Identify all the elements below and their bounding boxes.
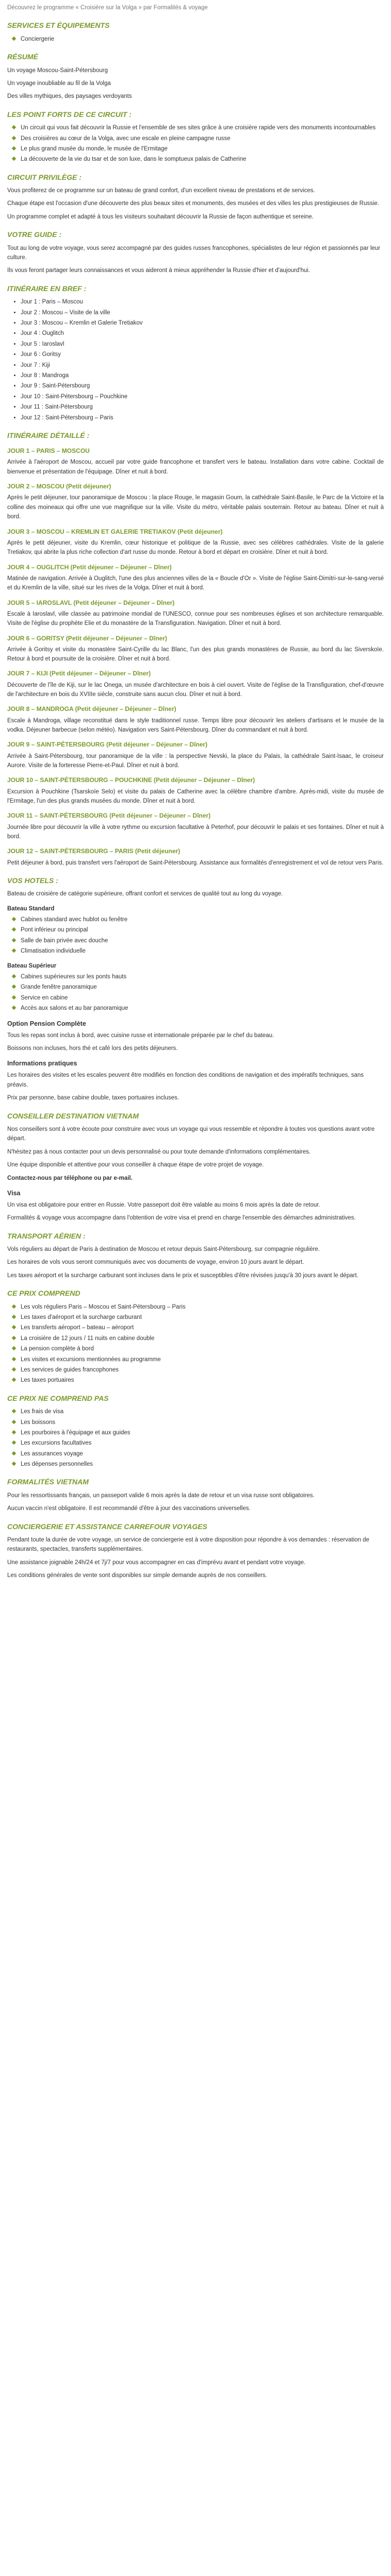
prix-comprend-title: CE PRIX COMPREND bbox=[7, 1289, 80, 1298]
info-p2: Prix par personne, base cabine double, taxes portuaires incluses. bbox=[7, 1095, 180, 1101]
list-item: Les pourboires à l'équipage et aux guides bbox=[12, 1428, 384, 1437]
day-title: JOUR 2 – MOSCOU (Petit déjeuner) bbox=[7, 483, 111, 490]
list-item: La pension complète à bord bbox=[12, 1344, 384, 1353]
day-block bbox=[7, 669, 384, 699]
itineraire-bref-list bbox=[7, 297, 384, 422]
day-title: JOUR 4 – OUGLITCH (Petit déjeuner – Déjeuner – Dîner) bbox=[7, 563, 172, 571]
day-title: JOUR 6 – GORITSY (Petit déjeuner – Déjeuner – Dîner) bbox=[7, 634, 167, 642]
day-block bbox=[7, 811, 384, 841]
day-text: Arrivée à l'aéroport de Moscou, accueil par votre guide francophone et transfert vers le bateau. Installation dans votre cabine. Cocktail de bienvenue et présentation de l'équipage. Dîner et nuit à bord. bbox=[7, 459, 384, 475]
list-item: • Jour 7 : Kiji bbox=[21, 361, 384, 370]
circuit-p1: Vous profiterez de ce programme sur un bateau de grand confort, d'un excellent niveau de prestations et de services. bbox=[7, 188, 315, 194]
transport-p1: Vols réguliers au départ de Paris à destination de Moscou et retour depuis Saint-Pétersbourg, sur compagnie régulière. bbox=[7, 1246, 320, 1253]
day-text: Arrivée à Saint-Pétersbourg, tour panoramique de la ville : la perspective Nevski, la place du Palais, la cathédrale Saint-Isaac, le croiseur Aurore. Visite de la forteresse Pierre-et-Paul. Dîner et nuit à bord. bbox=[7, 753, 384, 769]
day-text: Journée libre pour découvrir la ville à votre rythme ou excursion facultative à Peterhof, pour découvrir le palais et ses fontaines. Dîner et nuit à bord. bbox=[7, 824, 384, 840]
info-title: Informations pratiques bbox=[7, 1060, 77, 1067]
list-item: Les visites et excursions mentionnées au programme bbox=[12, 1355, 384, 1364]
list-item: • Jour 3 : Moscou – Kremlin et Galerie Tretiakov bbox=[21, 318, 384, 328]
list-item: Le plus grand musée du monde, le musée de l'Ermitage bbox=[12, 144, 384, 154]
day-block bbox=[7, 740, 384, 770]
list-item: Un circuit qui vous fait découvrir la Russie et l'ensemble de ses sites grâce à une croisière rapide vers des monuments incontournables bbox=[12, 123, 384, 132]
list-item: Les vols réguliers Paris – Moscou et Saint-Pétersbourg – Paris bbox=[12, 1302, 384, 1312]
prix-pas-title: CE PRIX NE COMPREND PAS bbox=[7, 1394, 109, 1402]
day-block bbox=[7, 634, 384, 664]
hotel-group-list bbox=[7, 972, 384, 1013]
hotels-title: VOS HOTELS : bbox=[7, 876, 58, 885]
options-p1: Tous les repas sont inclus à bord, avec cuisine russe et internationale préparée par le chef du bateau. bbox=[7, 1032, 274, 1039]
points-forts-title: LES POINT FORTS DE CE CIRCUIT : bbox=[7, 110, 132, 118]
conseiller-p3: Une équipe disponible et attentive pour vous conseiller à chaque étape de votre projet de voyage. bbox=[7, 1162, 264, 1168]
day-text: Escale à Iaroslavl, ville classée au patrimoine mondial de l'UNESCO, connue pour ses nombreuses églises et son architecture remarquable. Visite de l'église du prophète Elie et du monastère de la Transfiguration. Navigation. Dîner et nuit à bord. bbox=[7, 611, 384, 627]
list-item: • Jour 6 : Goritsy bbox=[21, 350, 384, 359]
list-item: • Jour 8 : Mandroga bbox=[21, 371, 384, 380]
day-title: JOUR 12 – SAINT-PÉTERSBOURG – PARIS (Petit déjeuner) bbox=[7, 848, 181, 855]
list-item: • Jour 10 : Saint-Pétersbourg – Pouchkine bbox=[21, 392, 384, 401]
day-text: Escale à Mandroga, village reconstitué dans le style traditionnel russe. Temps libre pour découvrir les ateliers d'artisans et le musée de la vodka. Déjeuner barbecue (selon météo). Navigation vers Saint-Pétersbourg. Dîner du commandant et nuit à bord. bbox=[7, 717, 384, 734]
transport-p2: Les horaires de vols vous seront communiqués avec vos documents de voyage, environ 10 jours avant le départ. bbox=[7, 1259, 304, 1266]
services-title: SERVICES ET ÉQUIPEMENTS bbox=[7, 21, 110, 30]
list-item: Les dépenses personnelles bbox=[12, 1460, 384, 1469]
itineraire-bref-title: ITINÉRAIRE EN BREF : bbox=[7, 284, 87, 293]
conseiller-title: CONSEILLER DESTINATION VIETNAM bbox=[7, 1111, 139, 1120]
guide-title: VOTRE GUIDE : bbox=[7, 230, 62, 239]
day-title: JOUR 8 – MANDROGA (Petit déjeuner – Déjeuner – Dîner) bbox=[7, 705, 176, 713]
guide-p1: Tout au long de votre voyage, vous serez accompagné par des guides russes francophones, spécialistes de leur région et passionnés par leur culture. bbox=[7, 245, 381, 261]
day-block bbox=[7, 846, 384, 868]
services-list bbox=[7, 35, 384, 44]
conciergerie-p1: Pendant toute la durée de votre voyage, un service de conciergerie est à votre disposition pour répondre à vos demandes : réservation de restaurants, spectacles, transferts supplémentaires. bbox=[7, 1537, 369, 1553]
list-item: Les taxes portuaires bbox=[12, 1376, 384, 1385]
formalites-title: FORMALITÉS VIETNAM bbox=[7, 1478, 89, 1486]
day-title: JOUR 7 – KIJI (Petit déjeuner – Déjeuner – Dîner) bbox=[7, 670, 151, 677]
day-block bbox=[7, 527, 384, 557]
day-block bbox=[7, 598, 384, 629]
resume-line: Un voyage inoubliable au fil de la Volga bbox=[7, 80, 111, 87]
hotel-group-title: Bateau Standard bbox=[7, 905, 55, 912]
conseiller-contact: Contactez-nous par téléphone ou par e-mail. bbox=[7, 1175, 133, 1181]
list-item: Les transferts aéroport – bateau – aéroport bbox=[12, 1323, 384, 1332]
day-text: Découverte de l'île de Kiji, sur le lac Onega, un musée d'architecture en bois à ciel ouvert. Visite de l'église de la Transfiguration, chef-d'œuvre de l'architecture en bois du XVIIIe siècle, construite sans aucun clou. Dîner et nuit à bord. bbox=[7, 682, 384, 698]
guide-p2: Ils vous feront partager leurs connaissances et vous aideront à mieux appréhender la Russie d'hier et d'aujourd'hui. bbox=[7, 267, 311, 274]
resume-line: Un voyage Moscou-Saint-Pétersbourg bbox=[7, 67, 108, 74]
list-item: Les services de guides francophones bbox=[12, 1365, 384, 1375]
prix-comprend-list bbox=[7, 1302, 384, 1385]
day-block bbox=[7, 482, 384, 521]
resume-desc: Des villes mythiques, des paysages verdoyants bbox=[7, 93, 132, 100]
conciergerie-title: CONCIERGERIE ET ASSISTANCE CARREFOUR VOYAGES bbox=[7, 1522, 207, 1531]
day-text: Excursion à Pouchkine (Tsarskoïe Selo) et visite du palais de Catherine avec la célèbre chambre d'ambre. Après-midi, visite du musée de l'Ermitage, l'un des plus grands musées du monde. Dîner et nuit à bord. bbox=[7, 788, 384, 804]
list-item: Conciergerie bbox=[12, 35, 384, 44]
list-item: • Jour 5 : Iaroslavl bbox=[21, 340, 384, 349]
list-item: La croisière de 12 jours / 11 nuits en cabine double bbox=[12, 1334, 384, 1343]
info-p1: Les horaires des visites et les escales peuvent être modifiés en fonction des conditions de navigation et des impératifs techniques, sans préavis. bbox=[7, 1072, 364, 1088]
list-item: La découverte de la vie du tsar et de son luxe, dans le somptueux palais de Catherine bbox=[12, 155, 384, 164]
formalites-p1: Pour les ressortissants français, un passeport valide 6 mois après la date de retour et un visa russe sont obligatoires. bbox=[7, 1492, 315, 1499]
circuit-title: CIRCUIT PRIVILÈGE : bbox=[7, 173, 82, 181]
day-block bbox=[7, 563, 384, 593]
list-item: Service en cabine bbox=[12, 993, 384, 1003]
list-item: Les frais de visa bbox=[12, 1407, 384, 1416]
day-title: JOUR 1 – PARIS – MOSCOU bbox=[7, 447, 90, 455]
day-title: JOUR 9 – SAINT-PÉTERSBOURG (Petit déjeuner – Déjeuner – Dîner) bbox=[7, 741, 208, 749]
circuit-p3: Un programme complet et adapté à tous les visiteurs souhaitant découvrir la Russie de façon authentique et sereine. bbox=[7, 213, 314, 220]
options-title: Option Pension Complète bbox=[7, 1020, 86, 1027]
list-item: • Jour 9 : Saint-Pétersbourg bbox=[21, 381, 384, 391]
list-item: • Jour 4 : Ouglitch bbox=[21, 329, 384, 338]
visa-p2: Formalités & voyage vous accompagne dans l'obtention de votre visa et prend en charge l'ensemble des démarches administratives. bbox=[7, 1215, 356, 1222]
hotels-intro: Bateau de croisière de catégorie supérieure, offrant confort et services de qualité tout au long du voyage. bbox=[7, 891, 283, 897]
list-item: • Jour 12 : Saint-Pétersbourg – Paris bbox=[21, 413, 384, 422]
list-item: Les taxes d'aéroport et la surcharge carburant bbox=[12, 1313, 384, 1322]
day-title: JOUR 5 – IAROSLAVL (Petit déjeuner – Déjeuner – Dîner) bbox=[7, 599, 175, 606]
list-item: • Jour 2 : Moscou – Visite de la ville bbox=[21, 308, 384, 317]
itineraire-detail-title: ITINÉRAIRE DÉTAILLÉ : bbox=[7, 431, 90, 439]
conciergerie-p2: Une assistance joignable 24h/24 et 7j/7 pour vous accompagner en cas d'imprévu avant et pendant votre voyage. bbox=[7, 1559, 306, 1566]
list-item: Des croisières au cœur de la Volga, avec une escale en pleine campagne russe bbox=[12, 134, 384, 143]
list-item: • Jour 11 : Saint-Pétersbourg bbox=[21, 402, 384, 412]
hotel-group-title: Bateau Supérieur bbox=[7, 962, 57, 969]
day-text: Arrivée à Goritsy et visite du monastère Saint-Cyrille du lac Blanc, l'un des plus grands monastères de Russie, au bord du lac Siverskoïe. Retour à bord et poursuite de la croisière. Dîner et nuit à bord. bbox=[7, 646, 384, 663]
day-block bbox=[7, 775, 384, 806]
day-title: JOUR 10 – SAINT-PÉTERSBOURG – POUCHKINE (Petit déjeuner – Déjeuner – Dîner) bbox=[7, 776, 255, 784]
conseiller-p1: Nos conseillers sont à votre écoute pour construire avec vous un voyage qui vous ressemble et répondre à toutes vos questions avant votre départ. bbox=[7, 1126, 375, 1142]
conseiller-p2: N'hésitez pas à nous contacter pour un devis personnalisé ou pour toute demande d'informations complémentaires. bbox=[7, 1148, 311, 1155]
options-p2: Boissons non incluses, hors thé et café lors des petits déjeuners. bbox=[7, 1045, 178, 1052]
hotel-group-list bbox=[7, 915, 384, 956]
list-item: Grande fenêtre panoramique bbox=[12, 982, 384, 992]
visa-p1: Un visa est obligatoire pour entrer en Russie. Votre passeport doit être valable au moins 6 mois après la date de retour. bbox=[7, 1201, 320, 1208]
day-text: Matinée de navigation. Arrivée à Ouglitch, l'une des plus anciennes villes de la « Boucle d'Or ». Visite de l'église Saint-Dimitri-sur-le-sang-versé et du Kremlin de la ville, situé sur les rives de la Volga. Dîner et nuit à bord. bbox=[7, 575, 384, 591]
list-item: Cabines supérieures sur les ponts hauts bbox=[12, 972, 384, 981]
list-item: • Jour 1 : Paris – Moscou bbox=[21, 297, 384, 307]
day-text: Petit déjeuner à bord, puis transfert vers l'aéroport de Saint-Pétersbourg. Assistance aux formalités d'enregistrement et vol de retour vers Paris. bbox=[7, 859, 384, 866]
list-item: Salle de bain privée avec douche bbox=[12, 936, 384, 945]
visa-title: Visa bbox=[7, 1189, 21, 1197]
list-item: Cabines standard avec hublot ou fenêtre bbox=[12, 915, 384, 924]
resume-title: RÉSUMÉ bbox=[7, 53, 38, 61]
transport-title: TRANSPORT AÉRIEN : bbox=[7, 1231, 86, 1240]
list-item: Climatisation individuelle bbox=[12, 946, 384, 956]
day-title: JOUR 3 – MOSCOU – KREMLIN ET GALERIE TRETIAKOV (Petit déjeuner) bbox=[7, 528, 223, 535]
day-text: Après le petit déjeuner, tour panoramique de Moscou : la place Rouge, le magasin Goum, la cathédrale Saint-Basile, le Parc de la Victoire et la colline des moineaux qui offre une vue magnifique sur la ville. Visite du métro, véritable palais souterrain. Retour au bateau. Dîner et nuit à bord. bbox=[7, 495, 384, 520]
day-block bbox=[7, 446, 384, 477]
intro-text: Découvrez le programme « Croisière sur la Volga » par Formalités & voyage bbox=[7, 5, 208, 11]
day-title: JOUR 11 – SAINT-PÉTERSBOURG (Petit déjeuner – Déjeuner – Dîner) bbox=[7, 812, 211, 820]
transport-p3: Les taxes aéroport et la surcharge carburant sont incluses dans le prix et susceptibles d'être révisées jusqu'à 30 jours avant le départ. bbox=[7, 1272, 359, 1279]
conciergerie-p3: Les conditions générales de vente sont disponibles sur simple demande auprès de nos conseillers. bbox=[7, 1572, 267, 1579]
formalites-p2: Aucun vaccin n'est obligatoire. Il est recommandé d'être à jour des vaccinations universelles. bbox=[7, 1505, 251, 1512]
day-text: Après le petit déjeuner, visite du Kremlin, cœur historique et politique de la Russie, avec ses célèbres cathédrales. Visite de la galerie Tretiakov, qui abrite la plus riche collection d'art russe du monde. Retour à bord et départ en croisière. Dîner et nuit à bord. bbox=[7, 539, 384, 556]
day-block bbox=[7, 704, 384, 735]
list-item: Les excursions facultatives bbox=[12, 1438, 384, 1448]
list-item: Pont inférieur ou principal bbox=[12, 925, 384, 935]
list-item: Accès aux salons et au bar panoramique bbox=[12, 1004, 384, 1013]
points-forts-list bbox=[7, 123, 384, 164]
list-item: Les boissons bbox=[12, 1418, 384, 1427]
prix-pas-list bbox=[7, 1407, 384, 1469]
list-item: Les assurances voyage bbox=[12, 1449, 384, 1459]
circuit-p2: Chaque étape est l'occasion d'une découverte des plus beaux sites et monuments, des musées et des villes les plus prestigieuses de Russie. bbox=[7, 200, 379, 207]
